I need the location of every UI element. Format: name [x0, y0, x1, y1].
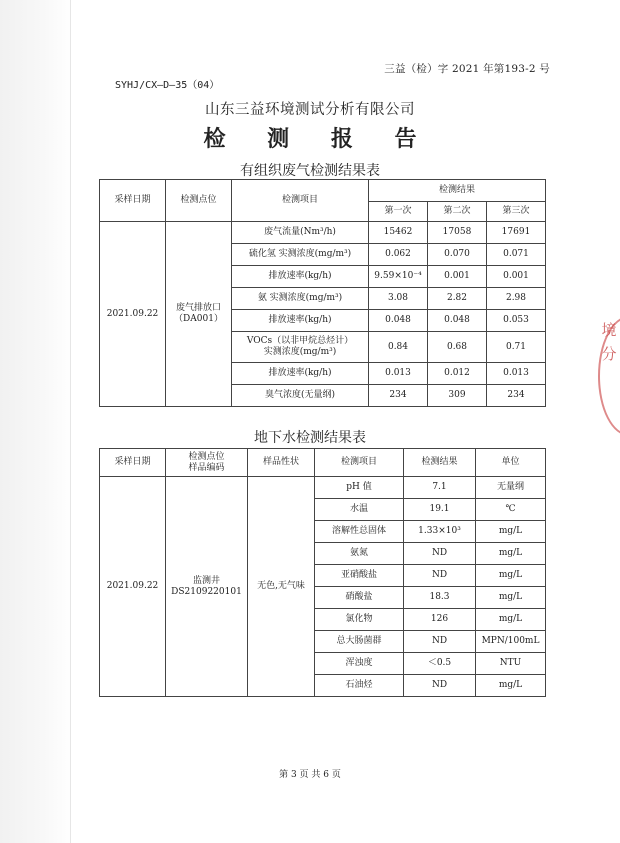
result-cell: 0.012 — [428, 363, 487, 385]
sampling-date: 2021.09.22 — [100, 477, 166, 697]
unit-cell: mg/L — [476, 543, 546, 565]
header-point — [166, 449, 248, 477]
result-cell: 17058 — [428, 222, 487, 244]
result-cell: 309 — [428, 385, 487, 407]
sampling-point — [166, 222, 232, 407]
result-cell: 7.1 — [404, 477, 476, 499]
result-cell: 0.013 — [487, 363, 546, 385]
document-number: 三益（检）字 2021 年第193-2 号 — [384, 63, 550, 75]
result-cell: 2.98 — [487, 288, 546, 310]
header-item: 检测项目 — [315, 449, 404, 477]
result-cell: 0.070 — [428, 244, 487, 266]
sample-code: DS2109220101 — [171, 586, 242, 597]
unit-cell: 无量纲 — [476, 477, 546, 499]
unit-cell: ℃ — [476, 499, 546, 521]
result-cell: ND — [404, 675, 476, 697]
item-cell: 废气流量(Nm³/h) — [232, 222, 369, 244]
header-point: 检测点位 — [166, 180, 232, 222]
header-run3: 第三次 — [487, 202, 546, 222]
result-cell: 234 — [487, 385, 546, 407]
result-cell: 0.048 — [428, 310, 487, 332]
result-cell: 126 — [404, 609, 476, 631]
form-code: SYHJ/CX—D—35（04） — [115, 80, 220, 91]
sampling-point — [166, 477, 248, 697]
point-code: （DA001） — [174, 314, 223, 324]
result-cell: 0.68 — [428, 332, 487, 363]
item-cell: 硫化氢 实测浓度(mg/m³) — [232, 244, 369, 266]
result-cell: 0.001 — [487, 266, 546, 288]
item-cell: 臭气浓度(无量纲) — [232, 385, 369, 407]
header-point-line: 样品编码 — [188, 462, 225, 473]
unit-cell: mg/L — [476, 675, 546, 697]
sample-nature: 无色,无气味 — [248, 477, 315, 697]
header-result: 检测结果 — [404, 449, 476, 477]
page-number: 第 3 页 共 6 页 — [279, 770, 341, 780]
result-cell: 3.08 — [369, 288, 428, 310]
table-row — [100, 477, 546, 499]
result-cell: ND — [404, 631, 476, 653]
item-cell: 亚硝酸盐 — [315, 565, 404, 587]
point-name: 监测井 — [192, 575, 220, 586]
header-date: 采样日期 — [100, 449, 166, 477]
result-cell: 0.013 — [369, 363, 428, 385]
gas-table-title: 有组织废气检测结果表 — [240, 163, 380, 179]
item-line: 实测浓度(mg/m³) — [263, 347, 337, 357]
point-name: 废气排放口 — [175, 303, 221, 313]
header-results: 检测结果 — [369, 180, 546, 202]
result-cell: 0.048 — [369, 310, 428, 332]
result-cell: 0.001 — [428, 266, 487, 288]
company-name: 山东三益环境测试分析有限公司 — [205, 102, 415, 118]
sampling-date: 2021.09.22 — [100, 222, 166, 407]
result-cell: 0.84 — [369, 332, 428, 363]
header-nature: 样品性状 — [248, 449, 315, 477]
gas-results-table — [99, 179, 546, 407]
result-cell: ND — [404, 543, 476, 565]
item-cell: pH 值 — [315, 477, 404, 499]
result-cell: 0.062 — [369, 244, 428, 266]
item-cell: 浑浊度 — [315, 653, 404, 675]
item-line: VOCs（以非甲烷总烃计） — [246, 336, 354, 346]
unit-cell: mg/L — [476, 587, 546, 609]
header-item: 检测项目 — [232, 180, 369, 222]
unit-cell: mg/L — [476, 565, 546, 587]
result-cell: 9.59×10⁻⁴ — [369, 266, 428, 288]
item-cell: 水温 — [315, 499, 404, 521]
unit-cell: MPN/100mL — [476, 631, 546, 653]
unit-cell: mg/L — [476, 609, 546, 631]
water-table-title: 地下水检测结果表 — [254, 430, 366, 446]
item-cell: 氯化物 — [315, 609, 404, 631]
result-cell: 0.71 — [487, 332, 546, 363]
result-cell: 1.33×10³ — [404, 521, 476, 543]
result-cell: ＜0.5 — [404, 653, 476, 675]
item-cell — [232, 332, 369, 363]
result-cell: 234 — [369, 385, 428, 407]
water-results-table — [99, 448, 546, 697]
unit-cell: NTU — [476, 653, 546, 675]
header-point-line: 检测点位 — [188, 451, 225, 462]
result-cell: 0.053 — [487, 310, 546, 332]
result-cell: 2.82 — [428, 288, 487, 310]
seal-stamp-text: 境 分 — [601, 321, 617, 363]
item-cell: 溶解性总固体 — [315, 521, 404, 543]
item-cell: 氨 实测浓度(mg/m³) — [232, 288, 369, 310]
result-cell: 17691 — [487, 222, 546, 244]
header-unit: 单位 — [476, 449, 546, 477]
result-cell: 18.3 — [404, 587, 476, 609]
result-cell: ND — [404, 565, 476, 587]
header-run2: 第二次 — [428, 202, 487, 222]
result-cell: 0.071 — [487, 244, 546, 266]
item-cell: 排放速率(kg/h) — [232, 363, 369, 385]
result-cell: 19.1 — [404, 499, 476, 521]
item-cell: 硝酸盐 — [315, 587, 404, 609]
item-cell: 总大肠菌群 — [315, 631, 404, 653]
report-title: 检 测 报 告 — [203, 126, 434, 152]
unit-cell: mg/L — [476, 521, 546, 543]
item-cell: 石油烃 — [315, 675, 404, 697]
header-date: 采样日期 — [100, 180, 166, 222]
item-cell: 排放速率(kg/h) — [232, 266, 369, 288]
table-row — [100, 222, 546, 244]
result-cell: 15462 — [369, 222, 428, 244]
item-cell: 氨氮 — [315, 543, 404, 565]
header-run1: 第一次 — [369, 202, 428, 222]
item-cell: 排放速率(kg/h) — [232, 310, 369, 332]
